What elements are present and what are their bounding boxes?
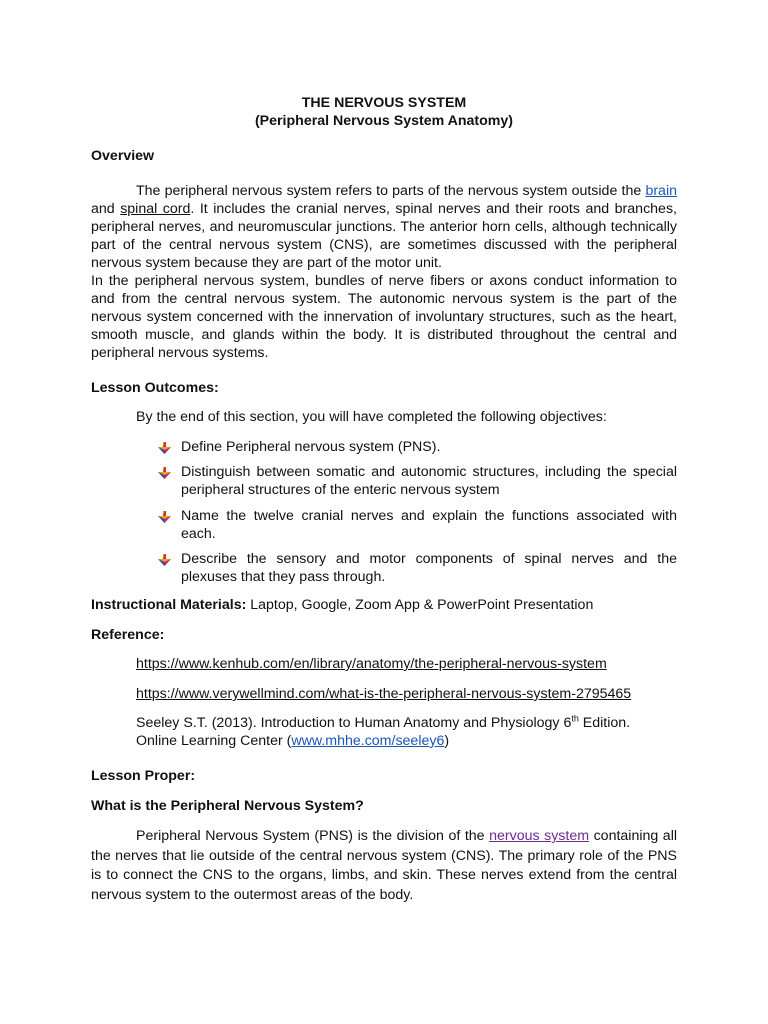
- outcome-text: Describe the sensory and motor components of spinal nerves and the plexuses that they pass through.: [181, 551, 677, 585]
- pns-paragraph: [91, 827, 677, 905]
- book-citation-line-1: [136, 714, 696, 732]
- materials-value: Laptop, Google, Zoom App & PowerPoint Presentation: [246, 597, 594, 613]
- title-line-2: (Peripheral Nervous System Anatomy): [254, 113, 514, 129]
- multicolor-arrow-bullet-icon: [158, 442, 171, 455]
- reference-heading: Reference:: [91, 627, 165, 643]
- overview-text-and: and: [91, 201, 121, 217]
- title-line-1: THE NERVOUS SYSTEM: [301, 95, 467, 111]
- pns-question-heading: What is the Peripheral Nervous System?: [91, 798, 364, 814]
- overview-text-end: . It includes the cranial nerves, spinal nerves and their roots and branches, peripheral nerves, and neuromuscular junctions. The anterior horn cells, although technically part of the central nervous system (CNS), are sometimes discussed with the peripheral nervous system because they are part of the motor unit.: [91, 201, 677, 271]
- multicolor-arrow-bullet-icon: [158, 511, 171, 524]
- outcomes-intro: By the end of this section, you will have completed the following objectives:: [136, 409, 607, 425]
- overview-text: The peripheral nervous system refers to parts of the nervous system outside the: [136, 183, 646, 199]
- reference-book: [136, 714, 696, 750]
- spinal-cord-link[interactable]: spinal cord: [120, 201, 191, 217]
- verywellmind-link[interactable]: https://www.verywellmind.com/what-is-the-peripheral-nervous-system-2795465: [136, 686, 632, 702]
- brain-link[interactable]: brain: [645, 183, 677, 199]
- outcome-text: Name the twelve cranial nerves and explain the functions associated with each.: [181, 508, 677, 542]
- pns-text-end: containing all the nerves that lie outside of the central nervous system (CNS). The primary role of the PNS is to connect the CNS to the organs, limbs, and skin. These nerves extend from the central nervous system to the outermost areas of the body.: [91, 828, 677, 903]
- edition-superscript: th: [571, 713, 579, 724]
- instructional-materials: [91, 596, 677, 614]
- overview-paragraph-2: In the peripheral nervous system, bundles of nerve fibers or axons conduct information to and from the central nervous system. The autonomic nervous system is the part of the nervous system concerned with the innervation of involuntary structures, such as the heart, smooth muscle, and glands within the body. It is distributed throughout the central and peripheral nervous systems.: [91, 273, 677, 361]
- reference-url-2[interactable]: [136, 685, 696, 703]
- edition-word: Edition.: [578, 715, 631, 731]
- kenhub-link[interactable]: https://www.kenhub.com/en/library/anatomy/the-peripheral-nervous-system: [136, 656, 607, 672]
- mhhe-link[interactable]: www.mhhe.com/seeley6: [291, 733, 445, 749]
- multicolor-arrow-bullet-icon: [158, 467, 171, 480]
- multicolor-arrow-bullet-icon: [158, 554, 171, 567]
- outcome-text: Define Peripheral nervous system (PNS).: [181, 439, 441, 455]
- outcomes-heading: Lesson Outcomes:: [91, 380, 219, 396]
- book-citation-line-2: [136, 732, 696, 750]
- reference-url-1[interactable]: [136, 655, 696, 673]
- document-title: [91, 94, 677, 130]
- lesson-proper-heading: Lesson Proper:: [91, 768, 196, 784]
- outcome-text: Distinguish between somatic and autonomic structures, including the special peripheral structures of the enteric nervous system: [181, 464, 677, 498]
- nervous-system-link[interactable]: nervous system: [489, 828, 590, 844]
- overview-heading: Overview: [91, 148, 155, 164]
- olc-label: Online Learning Center (: [136, 733, 292, 749]
- pns-text: Peripheral Nervous System (PNS) is the division of the: [136, 828, 490, 844]
- materials-label: Instructional Materials:: [91, 597, 247, 613]
- olc-close: ): [444, 733, 450, 749]
- book-title: Seeley S.T. (2013). Introduction to Human Anatomy and Physiology 6: [136, 715, 572, 731]
- overview-paragraph-1: [91, 182, 677, 272]
